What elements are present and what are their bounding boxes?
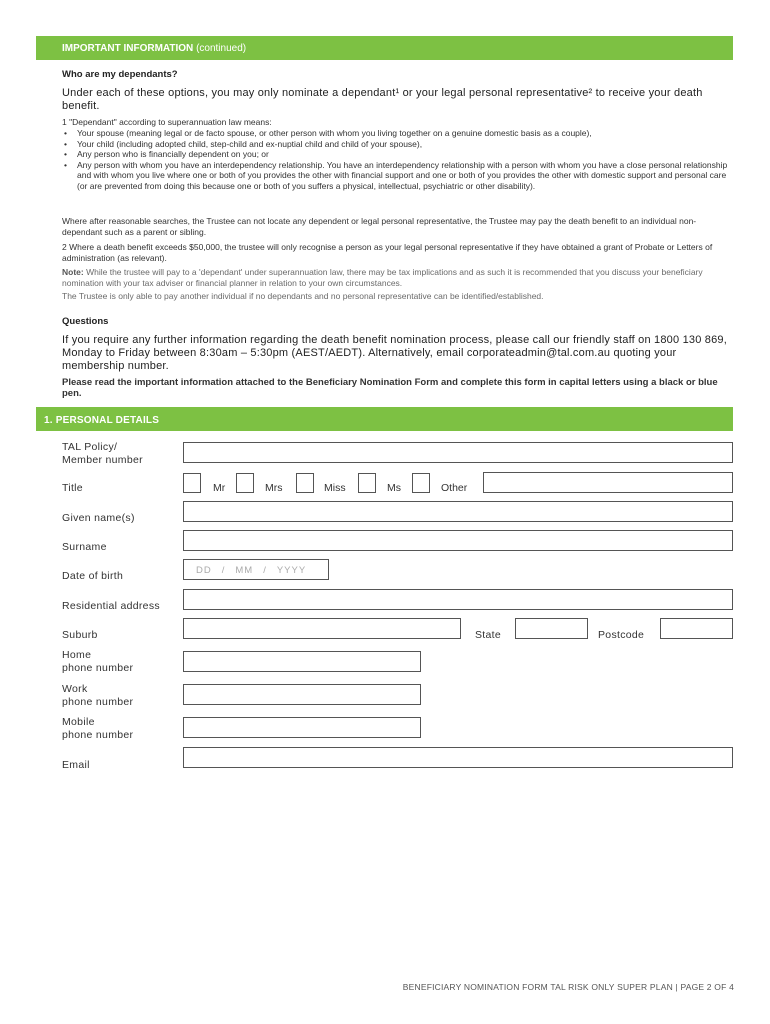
- home-phone-label-line2: phone number: [62, 662, 134, 674]
- nomination-intro: Under each of these options, you may only nominate a dependant¹ or your legal personal representative² to receive your death benefit.: [62, 87, 703, 112]
- policy-number-label-line1: TAL Policy/: [62, 441, 118, 453]
- title-mrs-checkbox[interactable]: [236, 473, 254, 493]
- suburb-field[interactable]: [183, 618, 461, 639]
- work-phone-field[interactable]: [183, 684, 421, 705]
- work-phone-label-line1: Work: [62, 683, 88, 695]
- dob-month-placeholder: MM: [235, 565, 254, 576]
- policy-number-field[interactable]: [183, 442, 733, 463]
- mobile-phone-label-line2: phone number: [62, 729, 134, 741]
- state-field[interactable]: [515, 618, 588, 639]
- trustee-only-text: The Trustee is only able to pay another individual if no dependants and no personal representative can be identified/established.: [62, 291, 544, 301]
- title-ms-checkbox[interactable]: [358, 473, 376, 493]
- title-mrs-label: Mrs: [265, 482, 283, 494]
- title-other-checkbox[interactable]: [412, 473, 430, 493]
- email-label: Email: [62, 759, 90, 771]
- work-phone-label: [62, 683, 133, 709]
- dependant-definition-intro: 1 "Dependant" according to superannuation law means:: [62, 117, 272, 127]
- suburb-label: Suburb: [62, 629, 98, 641]
- surname-field[interactable]: [183, 530, 733, 551]
- dob-day-placeholder: DD: [196, 565, 212, 576]
- page-footer: BENEFICIARY NOMINATION FORM TAL RISK ONLY SUPER PLAN | PAGE 2 OF 4: [402, 982, 734, 992]
- postcode-label: Postcode: [598, 629, 645, 641]
- work-phone-label-line2: phone number: [62, 696, 134, 708]
- important-information-continued: (continued): [196, 43, 247, 54]
- tax-note-text: While the trustee will pay to a 'dependant' under superannuation law, there may be tax implications and as such it is recommended that you discuss your beneficiary nomination with your tax adviser or financial planner in relation to your own circumstances.: [62, 267, 703, 288]
- tax-note-label: Note:: [62, 267, 84, 277]
- list-item: • Your child (including adopted child, step-child and ex-nuptial child and child of your spouse),: [62, 139, 734, 150]
- policy-number-label: [62, 441, 143, 467]
- personal-details-header: 1. PERSONAL DETAILS: [36, 407, 733, 431]
- title-other-field[interactable]: [483, 472, 733, 493]
- mobile-phone-label-line1: Mobile: [62, 716, 95, 728]
- trustee-search-text: Where after reasonable searches, the Trustee can not locate any dependent or legal personal representative, the Trustee may pay the death benefit to an individual non-dependant such as a parent or sibling.: [62, 216, 697, 237]
- important-information-title: IMPORTANT INFORMATION: [62, 43, 194, 54]
- home-phone-label: [62, 649, 133, 675]
- questions-text: If you require any further information regarding the death benefit nomination process, please call our friendly staff on 1800 130 869, Monday to Friday between 8:30am – 5:30pm (AEST/AEDT). Alternatively, email corporateadmin@tal.com.au quoting your membership number.: [62, 334, 727, 372]
- given-names-field[interactable]: [183, 501, 733, 522]
- list-item: • Any person with whom you have an interdependency relationship. You have an interdependency relationship with a person with whom you have a close personal relationship and with whom you live where one or both of you provides the other with financial support and one or both of you provides the other with domestic support and personal care (or are prevented from doing this because one or both of you suffers a physical, intellectual, psychiatric or other disability).: [62, 160, 734, 192]
- list-item: • Your spouse (meaning legal or de facto spouse, or other person with whom you living together on a genuine domestic basis as a couple),: [62, 128, 734, 139]
- dob-separator: /: [221, 565, 226, 576]
- address-field[interactable]: [183, 589, 733, 610]
- dependant-definition-list: [62, 128, 734, 191]
- postcode-field[interactable]: [660, 618, 733, 639]
- title-label: Title: [62, 482, 83, 494]
- title-other-label: Other: [441, 482, 468, 494]
- form-instruction: Please read the important information attached to the Beneficiary Nomination Form and complete this form in capital letters using a black or blue pen.: [62, 377, 718, 399]
- title-ms-label: Ms: [387, 482, 401, 494]
- title-mr-label: Mr: [213, 482, 226, 494]
- tax-note: [62, 267, 734, 288]
- dob-separator: /: [263, 565, 267, 576]
- home-phone-field[interactable]: [183, 651, 421, 672]
- title-miss-label: Miss: [324, 482, 346, 494]
- dob-placeholder: [196, 565, 306, 576]
- legal-representative-note: 2 Where a death benefit exceeds $50,000, the trustee will only recognise a person as your legal personal representative if they have obtained a grant of Probate or Letters of administration (as relevant).: [62, 242, 713, 263]
- dob-label: Date of birth: [62, 570, 124, 582]
- list-item: • Any person who is financially dependent on you; or: [62, 149, 734, 160]
- address-label: Residential address: [62, 600, 160, 612]
- policy-number-label-line2: Member number: [62, 454, 143, 466]
- title-mr-checkbox[interactable]: [183, 473, 201, 493]
- home-phone-label-line1: Home: [62, 649, 92, 661]
- questions-heading: Questions: [62, 316, 109, 327]
- email-field[interactable]: [183, 747, 733, 768]
- state-label: State: [475, 629, 502, 641]
- mobile-phone-field[interactable]: [183, 717, 421, 738]
- important-information-header: [36, 36, 733, 60]
- surname-label: Surname: [62, 541, 107, 553]
- dependants-heading: Who are my dependants?: [62, 69, 178, 80]
- given-names-label: Given name(s): [62, 512, 135, 524]
- title-miss-checkbox[interactable]: [296, 473, 314, 493]
- mobile-phone-label: [62, 716, 133, 742]
- dob-year-placeholder: YYYY: [276, 565, 307, 576]
